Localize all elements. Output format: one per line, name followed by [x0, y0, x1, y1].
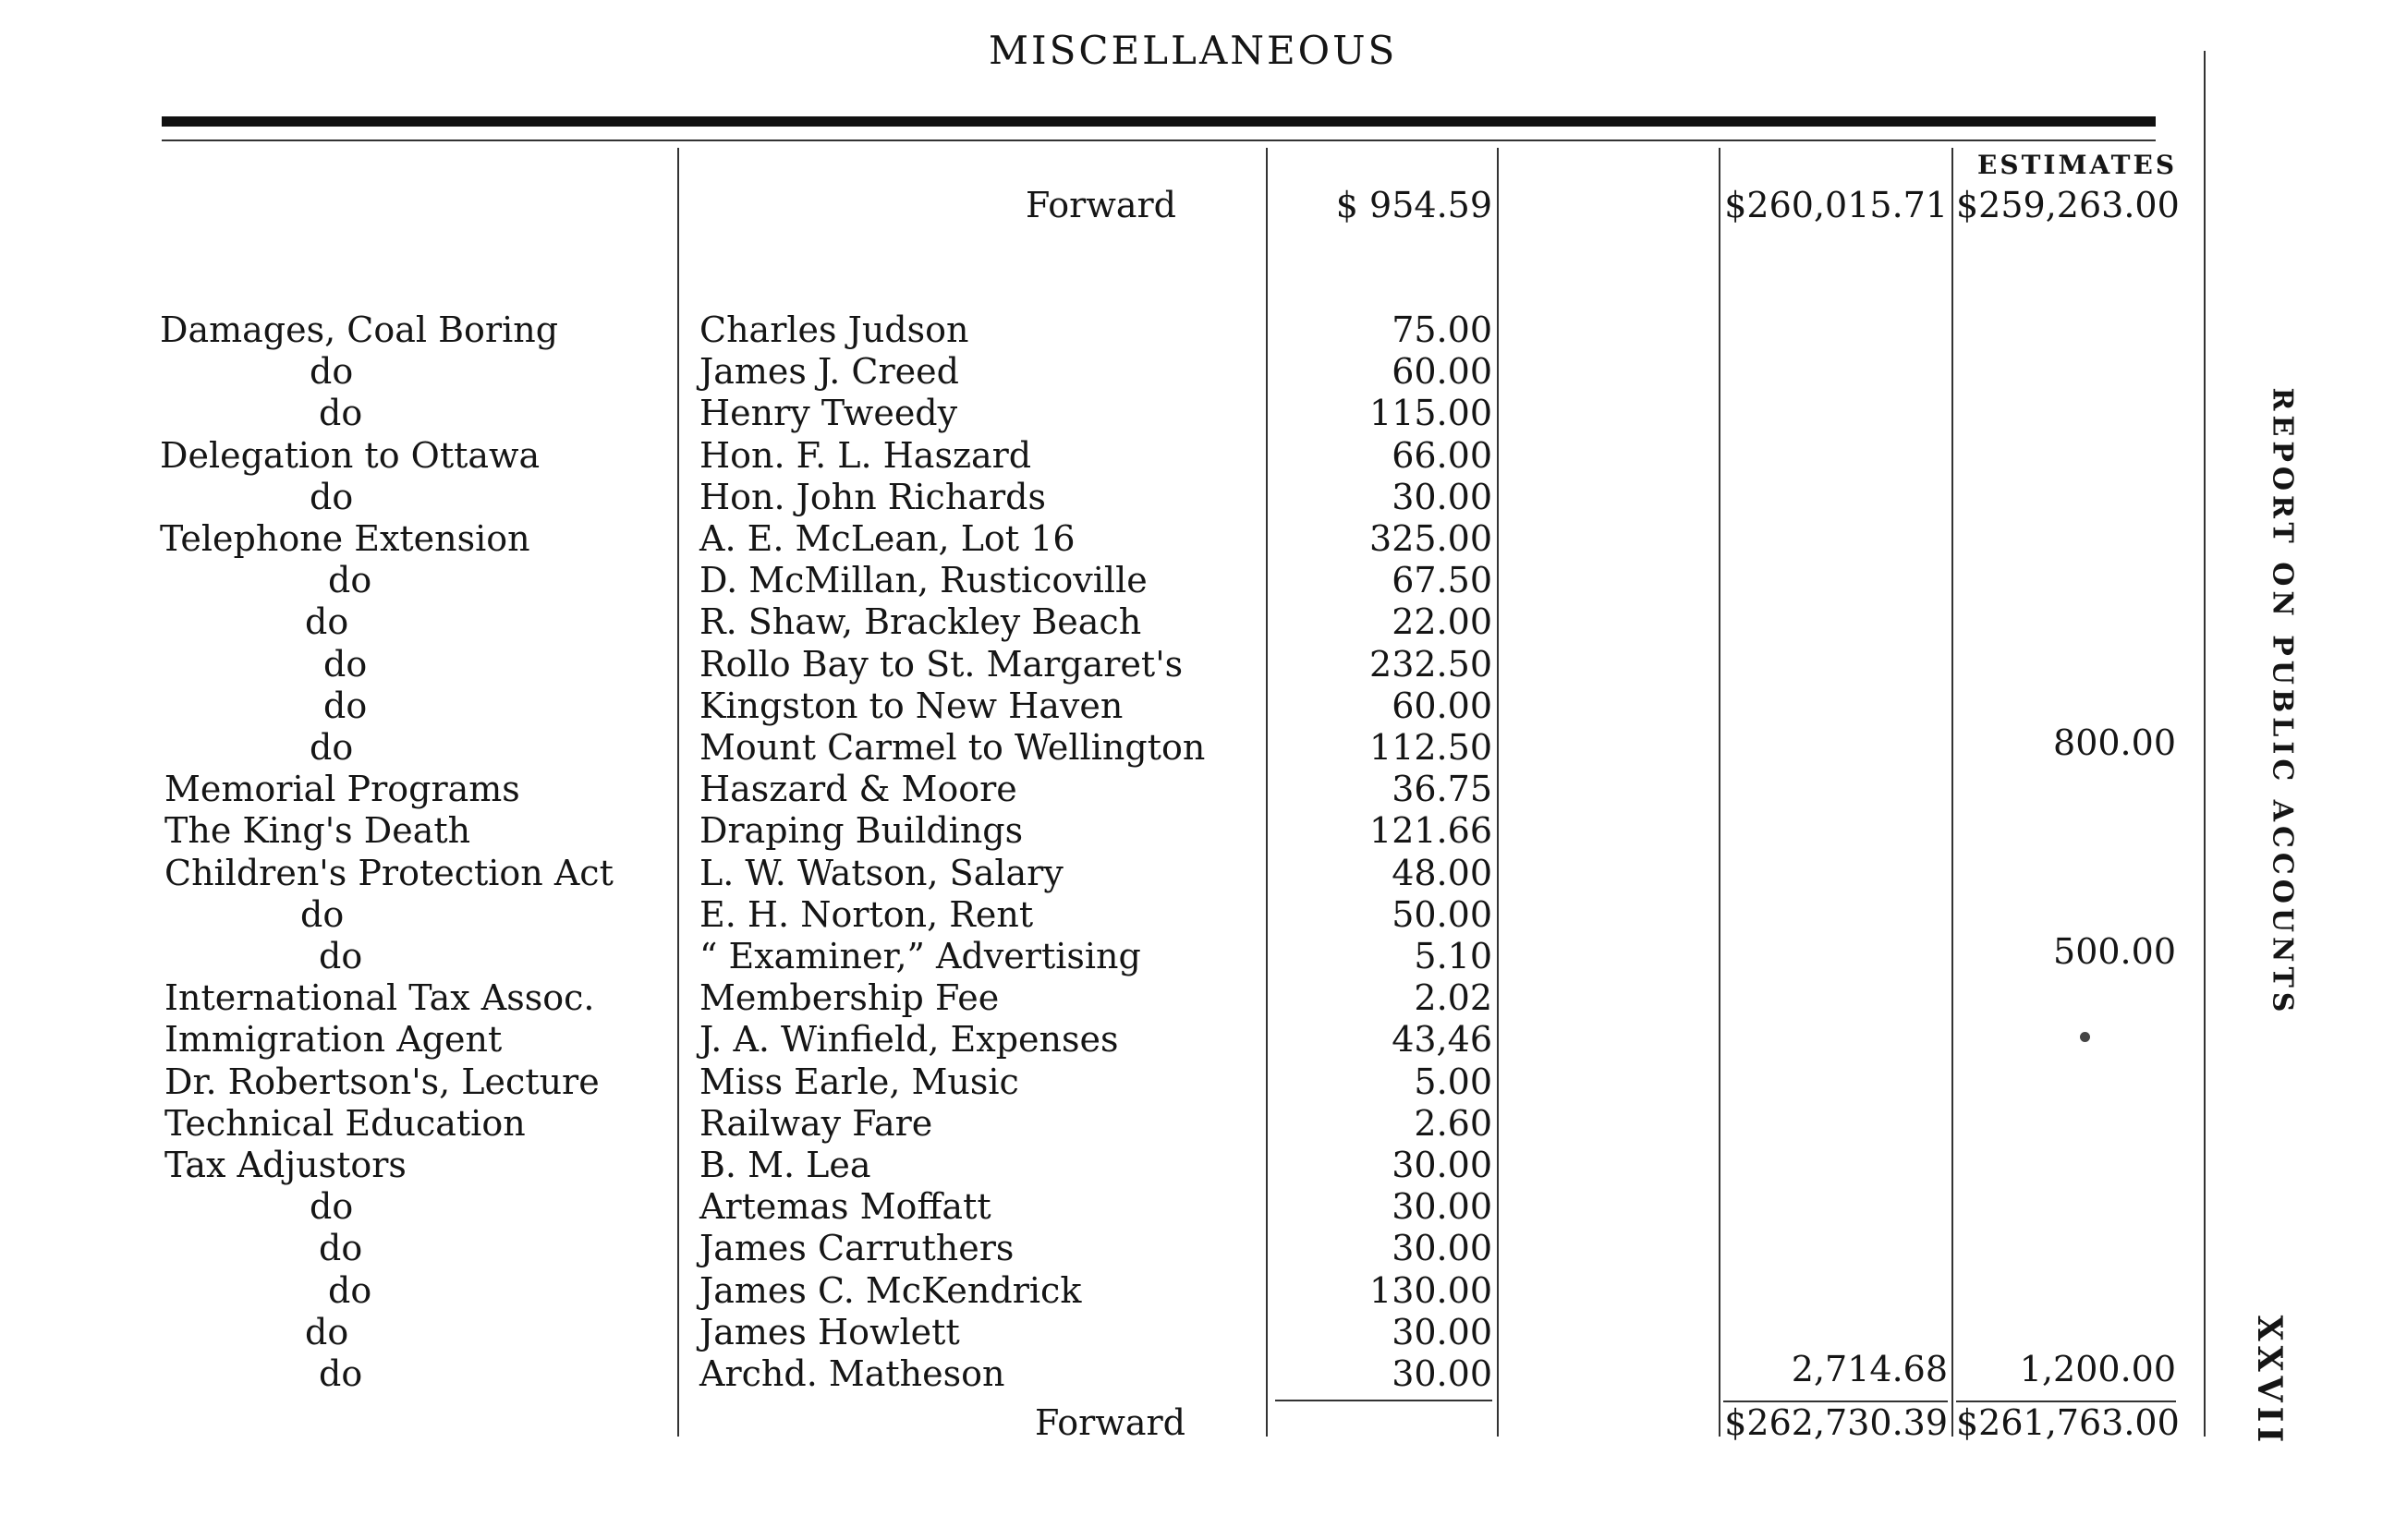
row-payee: E. H. Norton, Rent — [699, 893, 1034, 935]
row-amount: 30.00 — [1392, 1186, 1492, 1228]
row-item: Tax Adjustors — [164, 1145, 407, 1185]
row-payee: Haszard & Moore — [699, 769, 1017, 810]
row-payee: Rollo Bay to St. Margaret's — [699, 643, 1184, 685]
row-estimate: 800.00 — [2053, 722, 2176, 763]
row-amount: 30.00 — [1392, 1311, 1492, 1352]
row-payee: James Carruthers — [699, 1228, 1015, 1269]
row-amount: 121.66 — [1369, 810, 1492, 852]
row-item: Technical Education — [164, 1102, 526, 1144]
row-payee: Hon. F. L. Haszard — [699, 434, 1032, 476]
row-amount: 48.00 — [1392, 852, 1492, 893]
row-item: Memorial Programs — [164, 769, 520, 810]
row-payee: Draping Buildings — [699, 810, 1024, 852]
row-amount: 30.00 — [1392, 1145, 1492, 1185]
page-title: MISCELLANEOUS — [989, 28, 1398, 73]
row-amount: 30.00 — [1392, 1353, 1492, 1394]
row-amount: 115.00 — [1369, 393, 1492, 434]
row-amount: 112.50 — [1369, 727, 1492, 768]
row-item: International Tax Assoc. — [164, 977, 595, 1019]
row-payee: B. M. Lea — [699, 1145, 871, 1185]
row-item: do — [310, 727, 354, 768]
row-payee: Hon. John Richards — [699, 476, 1046, 517]
row-item: do — [319, 1228, 363, 1269]
row-amount: 75.00 — [1392, 309, 1492, 350]
row-amount: 36.75 — [1392, 769, 1492, 810]
row-amount: 66.00 — [1392, 434, 1492, 476]
column-divider-total — [1951, 148, 1953, 1437]
row-payee: R. Shaw, Brackley Beach — [699, 601, 1142, 643]
row-amount: 43,46 — [1392, 1019, 1492, 1061]
row-item: do — [323, 643, 368, 685]
row-amount: 5.00 — [1414, 1061, 1492, 1102]
page-edge-line — [2204, 51, 2206, 1437]
row-amount: 232.50 — [1369, 643, 1492, 685]
subtotal-rule — [1275, 1400, 1492, 1401]
row-payee: James J. Creed — [699, 351, 959, 393]
row-item: do — [319, 1353, 363, 1394]
row-amount: 60.00 — [1392, 685, 1492, 726]
row-amount: 5.10 — [1414, 936, 1492, 976]
row-item: do — [310, 1186, 354, 1228]
header-rule-thick — [162, 116, 2156, 127]
row-amount: 325.00 — [1369, 518, 1492, 559]
row-amount: 2.60 — [1414, 1102, 1492, 1144]
column-divider-payee — [1266, 148, 1268, 1437]
forward-amount-top: $ 954.59 — [1335, 185, 1492, 225]
row-payee: Archd. Matheson — [699, 1353, 1005, 1394]
column-divider-item — [677, 148, 679, 1437]
row-item: Delegation to Ottawa — [160, 434, 541, 476]
forward-total-top: $260,015.71 — [1724, 185, 1948, 225]
row-payee: Artemas Moffatt — [699, 1186, 991, 1228]
row-item: do — [319, 393, 363, 434]
row-payee: D. McMillan, Rusticoville — [699, 560, 1148, 601]
row-estimate: 1,200.00 — [2019, 1349, 2176, 1389]
row-item: Damages, Coal Boring — [160, 309, 559, 350]
row-amount: 50.00 — [1392, 893, 1492, 935]
row-item: Immigration Agent — [164, 1019, 503, 1061]
row-amount: 60.00 — [1392, 351, 1492, 393]
row-item: do — [328, 1269, 372, 1311]
row-payee: Henry Tweedy — [699, 393, 958, 434]
row-payee: J. A. Winfield, Expenses — [699, 1019, 1119, 1061]
ink-dot — [2080, 1032, 2090, 1042]
row-item: do — [305, 1311, 349, 1352]
row-item: do — [323, 685, 368, 726]
column-divider-amount — [1497, 148, 1499, 1437]
row-item: Children's Protection Act — [164, 852, 614, 893]
row-payee: L. W. Watson, Salary — [699, 852, 1064, 893]
row-item: Telephone Extension — [160, 518, 530, 559]
estimates-column-header: ESTIMATES — [1977, 150, 2178, 180]
row-item: do — [328, 560, 372, 601]
row-payee: Miss Earle, Music — [699, 1061, 1019, 1102]
forward-estimate-bottom: $261,763.00 — [1956, 1402, 2180, 1443]
row-item: do — [305, 601, 349, 643]
row-payee: Charles Judson — [699, 309, 969, 350]
side-running-title: REPORT ON PUBLIC ACCOUNTS — [2266, 387, 2299, 1017]
forward-label-top: Forward — [1026, 185, 1177, 225]
row-item: do — [310, 351, 354, 393]
row-item: do — [319, 936, 363, 976]
row-payee: James C. McKendrick — [699, 1269, 1082, 1311]
row-payee: “ Examiner,” Advertising — [699, 936, 1141, 976]
row-amount: 130.00 — [1369, 1269, 1492, 1311]
forward-total-bottom: $262,730.39 — [1724, 1402, 1948, 1443]
row-payee: Mount Carmel to Wellington — [699, 727, 1206, 768]
row-amount: 67.50 — [1392, 560, 1492, 601]
row-item: do — [310, 476, 354, 517]
row-payee: A. E. McLean, Lot 16 — [699, 518, 1076, 559]
row-amount: 2.02 — [1414, 977, 1492, 1019]
row-payee: James Howlett — [699, 1311, 960, 1352]
row-payee: Railway Fare — [699, 1102, 933, 1144]
page-number: XXVII — [2250, 1315, 2289, 1448]
row-estimate: 500.00 — [2053, 931, 2176, 972]
row-item: The King's Death — [164, 810, 471, 852]
row-payee: Kingston to New Haven — [699, 685, 1124, 726]
row-amount: 30.00 — [1392, 1228, 1492, 1269]
row-amount: 30.00 — [1392, 476, 1492, 517]
row-item: do — [300, 893, 345, 935]
forward-estimate-top: $259,263.00 — [1956, 185, 2180, 225]
column-divider-blank — [1719, 148, 1720, 1437]
row-amount: 22.00 — [1392, 601, 1492, 643]
row-payee: Membership Fee — [699, 977, 1000, 1019]
forward-label-bottom: Forward — [1035, 1402, 1186, 1443]
row-total: 2,714.68 — [1791, 1349, 1948, 1389]
row-item: Dr. Robertson's, Lecture — [164, 1061, 600, 1102]
header-rule-thin — [162, 139, 2156, 141]
